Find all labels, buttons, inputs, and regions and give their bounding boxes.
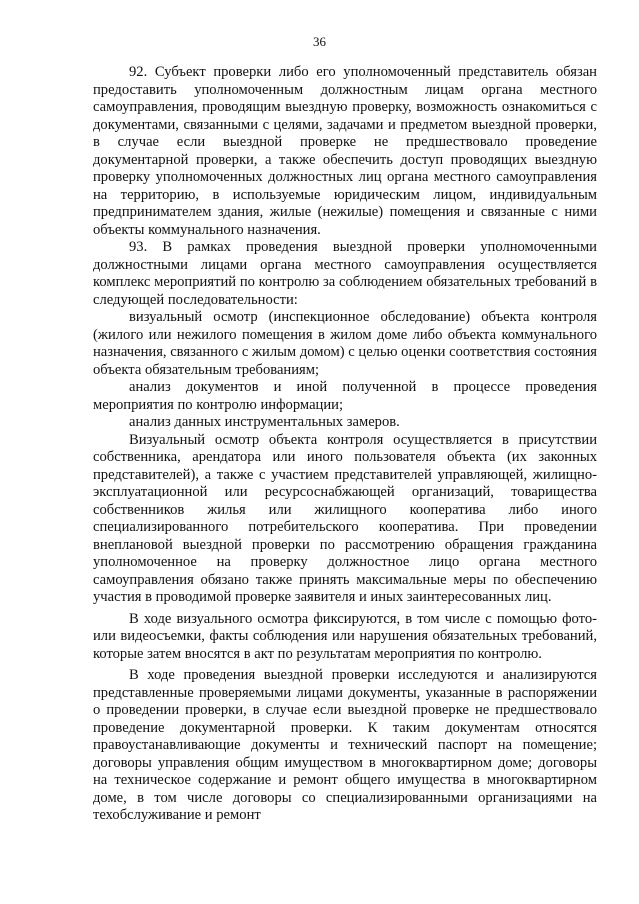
list-item-visual-inspection: визуальный осмотр (инспекционное обследование) объекта контроля (жилого или нежилого помещения в жилом доме либо объекта коммунального назначения, связанного с жилым домом) с целью оценки соответствия состояния объекта обязательным требованиям; [93,309,597,378]
paragraph-92: 92. Субъект проверки либо его уполномоченный представитель обязан предоставить уполномоченным должностным лицам органа местного самоуправления, проводящим выездную проверку, возможность ознакомиться с документами, связанными с целями, задачами и предметом выездной проверки, в случае если выездной проверке не предшествовало проведение документарной проверки, а также обеспечить доступ проводящих выездную проверку уполномоченных должностных лиц органа местного самоуправления на территорию, в используемые юридическим лицом, индивидуальным предпринимателем здания, жилые (нежилые) помещения и связанные с ними объекты коммунального назначения. [93,64,597,238]
paragraph-photo-video-recording: В ходе визуального осмотра фиксируются, в том числе с помощью фото- или видеосъемки, факты соблюдения или нарушения обязательных требований, которые затем вносятся в акт по результатам мероприятия по контролю. [93,610,597,662]
paragraph-documents-analysis: В ходе проведения выездной проверки исследуются и анализируются представленные проверяемыми лицами документы, указанные в распоряжении о проведении проверки, в случае если выездной проверке не предшествовало проведение документарной проверки. К таким документам относятся правоустанавливающие документы и технический паспорт на помещение; договоры управления общим имуществом в многоквартирном доме; договоры на техническое содержание и ремонт общего имущества в многоквартирном доме, в том числе договоры со специализированными организациями на техобслуживание и ремонт [93,667,597,823]
document-body [93,64,597,825]
list-item-document-analysis: анализ документов и иной полученной в процессе проведения мероприятия по контролю информации; [93,379,597,413]
list-item-instrumental-measurements: анализ данных инструментальных замеров. [129,414,400,430]
paragraph-visual-inspection-presence: Визуальный осмотр объекта контроля осуществляется в присутствии собственника, арендатора или иного пользователя объекта (их законных представителей), а также с участием представителей управляющей, жилищно-эксплуатационной или ресурсоснабжающей организаций, товарищества собственников жилья или жилищного кооператива либо иного специализированного потребительского кооператива. При проведении внеплановой выездной проверки по рассмотрению обращения гражданина уполномоченное на проверку должностное лицо органа местного самоуправления обязано также принять максимальные меры по обеспечению участия в проводимой проверке заявителя и иных заинтересованных лиц. [93,431,597,605]
paragraph-93: 93. В рамках проведения выездной проверки уполномоченными должностными лицами органа местного самоуправления осуществляется комплекс мероприятий по контролю за соблюдением обязательных требований в следующей последовательности: [93,239,597,308]
page-number: 36 [313,34,326,49]
